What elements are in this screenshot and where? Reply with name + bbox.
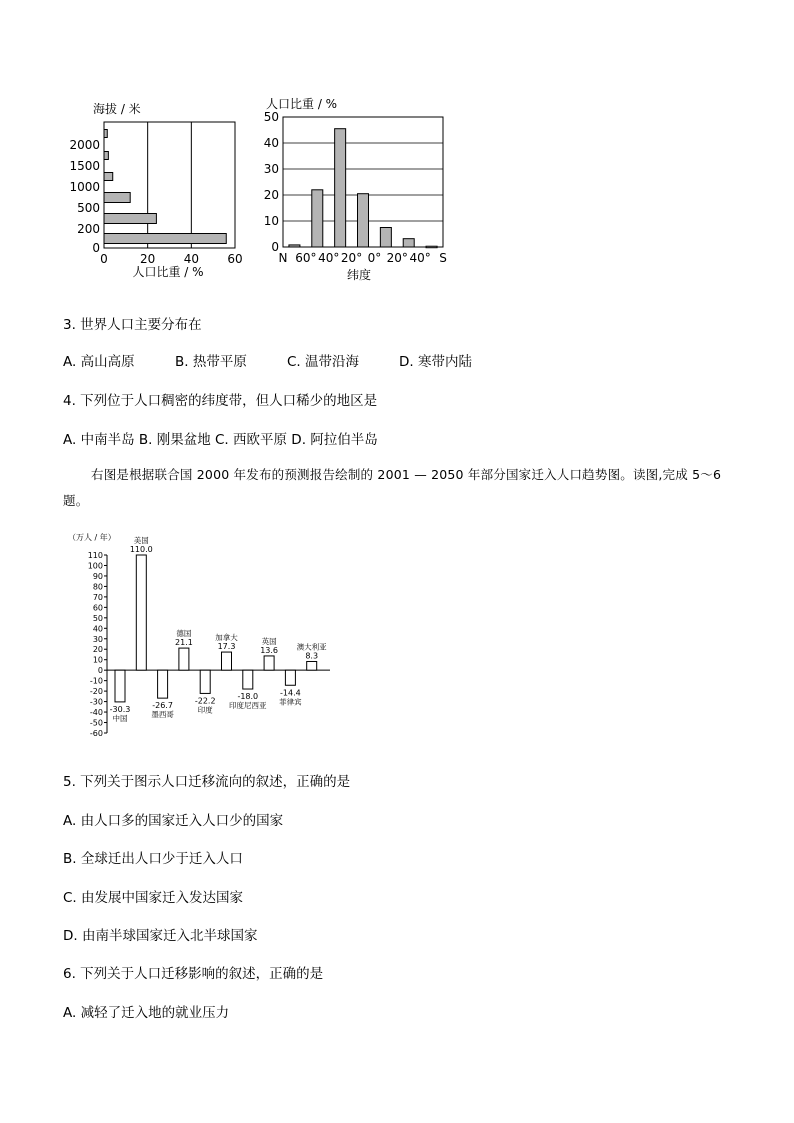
chart3-y-axis-label: （万人 / 年）	[68, 533, 116, 542]
q5-option-d[interactable]: D. 由南半球国家迁入北半球国家	[63, 928, 258, 944]
chart3-country-label: 印度	[197, 705, 213, 715]
question-3-stem: 3. 世界人口主要分布在	[63, 317, 202, 333]
chart1-x-axis-label: 人口比重 / %	[132, 265, 204, 279]
chart3-value-label: -30.3	[109, 704, 131, 714]
chart3-bar	[307, 661, 317, 670]
question-5-stem: 5. 下列关于图示人口迁移流向的叙述，正确的是	[63, 774, 351, 790]
chart3-bar	[200, 670, 210, 693]
chart1-x-tick-label: 60	[227, 252, 243, 266]
chart3-y-tick-label: 50	[92, 613, 103, 623]
chart1-y-tick-label: 500	[77, 201, 100, 215]
chart1-y-tick-label: 1500	[69, 159, 100, 173]
chart2-y-tick-label: 30	[263, 162, 279, 176]
chart1-x-tick-label: 40	[183, 252, 199, 266]
chart1-y-tick-label: 2000	[69, 138, 100, 152]
chart3-country-label: 澳大利亚	[296, 642, 327, 652]
chart3-country-label: 美国	[133, 536, 149, 545]
chart2-bar	[358, 194, 369, 247]
chart2-x-tick-label: S	[439, 251, 447, 265]
chart3-value-label: 21.1	[174, 638, 193, 648]
chart3-country-label: 英国	[261, 636, 277, 646]
question-4-options[interactable]: A. 中南半岛 B. 刚果盆地 C. 西欧平原 D. 阿拉伯半岛	[63, 432, 378, 448]
chart2-y-axis-label: 人口比重 / %	[266, 97, 338, 111]
chart3-y-tick-label: -40	[89, 708, 103, 718]
chart2-x-tick-label: 40°	[318, 251, 340, 265]
chart3-bar	[115, 670, 125, 702]
chart1-bar	[104, 193, 130, 203]
chart3-country-label: 德国	[176, 629, 192, 639]
chart1-bar	[104, 214, 156, 224]
chart3-y-tick-label: 20	[92, 645, 103, 655]
chart2-x-tick-label: 20°	[386, 251, 408, 265]
chart3-value-label: -18.0	[237, 692, 259, 702]
chart2-x-tick-label: N	[278, 251, 288, 265]
chart3-y-tick-label: 110	[87, 551, 103, 560]
chart1-y-tick-label: 200	[77, 222, 100, 236]
q3-option-b[interactable]: B. 热带平原	[175, 354, 247, 370]
chart3-bar	[285, 670, 295, 685]
q5-option-b[interactable]: B. 全球迁出人口少于迁入人口	[63, 851, 243, 867]
chart2-bar	[403, 239, 414, 247]
chart3-country-label: 印度尼西亚	[229, 701, 267, 711]
question-4-stem: 4. 下列位于人口稠密的纬度带，但人口稀少的地区是	[63, 393, 378, 409]
chart1-bar	[104, 130, 107, 138]
chart3-y-tick-label: -50	[89, 718, 103, 728]
chart1-y-tick-label: 1000	[69, 180, 100, 194]
chart3-value-label: 13.6	[260, 645, 279, 655]
q6-option-a[interactable]: A. 减轻了迁入地的就业压力	[63, 1005, 230, 1021]
chart3-y-tick-label: 60	[92, 603, 103, 613]
chart2-x-tick-label: 40°	[409, 251, 431, 265]
chart2-x-axis-label: 纬度	[346, 268, 372, 282]
chart3-y-tick-label: -60	[89, 729, 103, 738]
chart3-y-tick-label: 80	[92, 582, 103, 592]
chart1-x-tick-label: 0	[100, 252, 108, 266]
chart3-y-tick-label: 40	[92, 624, 103, 634]
chart2-bar	[426, 246, 437, 248]
chart2-x-tick-label: 0°	[367, 251, 382, 265]
chart3-country-label: 加拿大	[215, 633, 238, 643]
chart3-bar	[179, 648, 189, 670]
chart2-x-tick-label: 20°	[340, 251, 363, 265]
intro-paragraph: 右图是根据联合国 2000 年发布的预测报告绘制的 2001 — 2050 年部分国家迁入人口趋势图。读图,完成 5～6 题。	[63, 467, 722, 508]
chart3-value-label: -26.7	[152, 701, 173, 711]
chart3-bar	[158, 670, 168, 698]
chart3-value-label: 110.0	[129, 545, 153, 554]
chart3-country-label: 墨西哥	[151, 710, 174, 720]
q5-option-c[interactable]: C. 由发展中国家迁入发达国家	[63, 890, 244, 906]
chart1-bar	[104, 152, 108, 160]
chart3-value-label: 8.3	[305, 651, 319, 661]
chart3-value-label: 17.3	[217, 642, 236, 652]
q3-option-c[interactable]: C. 温带沿海	[287, 354, 360, 370]
chart3-y-tick-label: 90	[92, 571, 103, 581]
q3-option-a[interactable]: A. 高山高原	[63, 354, 135, 370]
chart1-y-axis-label: 海拔 / 米	[93, 102, 141, 116]
chart3-y-tick-label: 10	[92, 655, 103, 665]
q3-option-d[interactable]: D. 寒带内陆	[399, 354, 472, 370]
chart2-bar	[380, 228, 391, 248]
question-6-stem: 6. 下列关于人口迁移影响的叙述，正确的是	[63, 966, 324, 982]
chart3-country-label: 菲律宾	[279, 697, 302, 707]
chart2-y-tick-label: 0	[271, 240, 279, 254]
chart3-y-tick-label: 100	[87, 561, 103, 571]
chart3-y-tick-label: 30	[92, 634, 103, 644]
chart3-value-label: -22.2	[194, 696, 216, 706]
chart3-y-tick-label: 0	[97, 666, 103, 676]
chart2-bar	[312, 190, 323, 247]
migration-trend-chart	[60, 530, 340, 750]
chart1-y-tick-label: 0	[92, 241, 100, 255]
chart2-y-tick-label: 40	[263, 136, 279, 150]
chart3-y-tick-label: -10	[89, 676, 103, 686]
chart3-y-tick-label: 70	[92, 592, 103, 602]
chart1-x-tick-label: 20	[140, 252, 156, 266]
chart2-y-tick-label: 10	[263, 214, 279, 228]
chart1-bar	[104, 173, 113, 181]
chart3-bar	[264, 656, 274, 670]
chart3-y-tick-label: -20	[89, 687, 103, 697]
chart3-y-tick-label: -30	[89, 697, 103, 707]
chart2-y-tick-label: 50	[263, 110, 279, 124]
chart3-bar	[243, 670, 253, 689]
question-3-options	[63, 350, 472, 370]
chart3-value-label: -14.4	[280, 688, 301, 698]
chart2-bar	[289, 245, 300, 247]
q5-option-a[interactable]: A. 由人口多的国家迁入人口少的国家	[63, 813, 284, 829]
chart2-x-tick-label: 60°	[295, 251, 317, 265]
altitude-population-chart	[69, 92, 250, 282]
chart3-country-label: 中国	[112, 713, 128, 723]
chart3-bar	[222, 652, 232, 670]
chart3-bar	[136, 555, 146, 670]
chart1-frame	[104, 122, 235, 248]
chart2-bar	[335, 129, 346, 247]
chart1-bar	[104, 234, 226, 244]
latitude-population-chart	[262, 92, 462, 287]
chart2-y-tick-label: 20	[263, 188, 279, 202]
